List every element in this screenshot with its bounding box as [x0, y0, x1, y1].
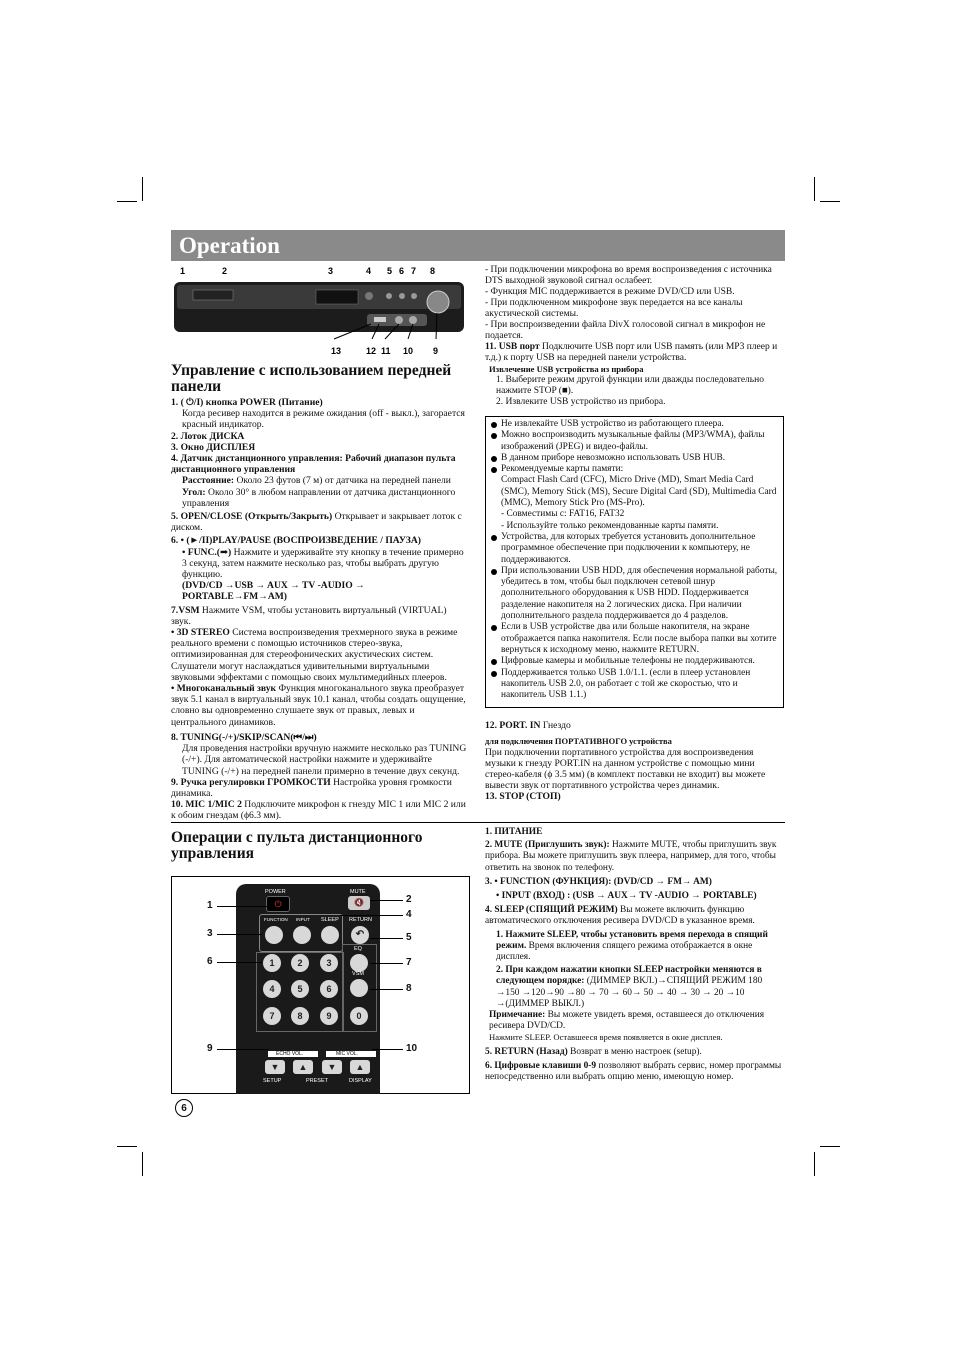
display-label: DISPLAY	[349, 1078, 372, 1084]
callout-line	[370, 938, 403, 939]
remote-callout-10: 10	[406, 1043, 418, 1054]
remote-callout-2: 2	[406, 894, 412, 905]
port-in-desc: При подключении портативного устройства для воспроизведения музыки к гнезду PORT.IN на данном устройстве с помощью мини стерео-кабеля (ϕ 3.5 мм) (в комплект поставки не входит) вы можете вывести звук от портативного устройства через динамик.	[485, 747, 766, 791]
digit-5-button[interactable]: 5	[291, 980, 309, 998]
callout-line	[370, 900, 403, 901]
crop-mark	[142, 177, 143, 201]
remote-item-mute: 2. MUTE (Приглушить звук):	[485, 840, 610, 851]
callout-line	[372, 1049, 403, 1050]
item-power: 1. ( ⏻/I) кнопка POWER (Питание)	[171, 397, 323, 408]
sleep-step-1-desc: Время включения спящего режима отображается в окне дисплея.	[496, 940, 753, 963]
remote-item-digits: 6. Цифровые клавиши 0-9	[485, 1060, 597, 1071]
preset-label: PRESET	[306, 1078, 329, 1084]
digit-9-button[interactable]: 9	[320, 1007, 338, 1025]
crop-mark	[820, 1146, 840, 1147]
digit-4-button[interactable]: 4	[263, 980, 281, 998]
item-stop: 13. STOP (СТОП)	[485, 791, 561, 802]
compatible-fs: - Совместимы с: FAT16, FAT32	[501, 509, 625, 520]
func-desc: Нажмите и удерживайте эту кнопку в течение примерно 3 секунд, затем нажмите несколько раз, чтобы выбрать другую функцию.	[182, 546, 464, 581]
3d-stereo-desc: Система воспроизведения трехмерного звука в режиме реального времени с помощью источников стерео-звука, оптимизированная для стереофонических акустических систем. Слушатели могут наслаждаться удивительными виртуальными звуковыми эффектами с помощью своих мультимедийных плееров.	[171, 627, 458, 683]
echo-up-button[interactable]: ▲	[293, 1060, 313, 1074]
echo-down-button[interactable]: ▼	[265, 1060, 285, 1074]
digit-7-button[interactable]: 7	[263, 1007, 281, 1025]
sleep-step-2: 2. При каждом нажатии кнопки SLEEP настройки меняются в следующем порядке:	[496, 965, 762, 987]
item-volume-desc: Настройка уровня громкости динамика.	[171, 776, 452, 799]
mute-label: MUTE	[350, 889, 366, 895]
callout-7: 7	[411, 266, 417, 276]
value-distance: Около 23 футов (7 м) от датчика на передней панели	[234, 475, 451, 487]
remote-callout-3: 3	[207, 928, 213, 939]
power-button[interactable]: ⏻	[266, 896, 290, 912]
vsm-button[interactable]	[350, 979, 368, 997]
remote-callout-4: 4	[406, 909, 412, 920]
note-text-2: Нажмите SLEEP. Оставшееся время появляется в окне дисплея.	[489, 1032, 723, 1043]
memory-card-list: Compact Flash Card (CFC), Micro Drive (MD), Smart Media Card (SMC), Memory Stick (MS), Secure Digital Card (SD), Multimedia Card (MMC), Memory Stick Pro (MS-Pro).	[501, 475, 777, 509]
crop-mark	[814, 1152, 815, 1176]
remote-callout-5: 5	[406, 932, 412, 943]
page-number: 6	[175, 1099, 193, 1117]
item-disc-tray: 2. Лоток ДИСКА	[171, 430, 245, 442]
recommended-note: - Используйте только рекомендованные карты памяти.	[501, 520, 719, 531]
crop-mark	[814, 177, 815, 201]
remote-callout-7: 7	[406, 957, 412, 968]
digit-1-button[interactable]: 1	[263, 954, 281, 972]
sleep-step-1: 1. Нажмите SLEEP, чтобы установить время перехода в спящий режим.	[496, 929, 768, 951]
usb-step-1: 1. Выберите режим другой функции или дважды последовательно нажмите STOP (■).	[496, 375, 764, 396]
multichannel-desc: Функция многоканального звука преобразует звук 5.1 канал в виртуальный звук 10.1 канал, чтобы создать ощущение, словно вы одновременно слушаете звук от правых, левых и центрального динамиков.	[171, 683, 466, 728]
port-in-section	[485, 720, 785, 802]
remote-item-return-desc: Возврат в меню настроек (setup).	[567, 1046, 702, 1057]
callout-1: 1	[180, 266, 186, 276]
item-volume: 9. Ручка регулировки ГРОМКОСТИ	[171, 776, 331, 788]
function-button[interactable]	[265, 926, 283, 944]
digit-0-button[interactable]: 0	[350, 1007, 368, 1025]
remote-callout-6: 6	[207, 956, 213, 967]
callout-line	[340, 915, 403, 916]
callout-line	[217, 962, 262, 963]
item-usb-desc: Подключите USB порт или USB память (или MP3 плеер и т.д.) к порту USB на передней панели устройства.	[485, 342, 778, 363]
remote-heading: Операции с пульта дистанционного управления	[171, 829, 423, 862]
mic-note-1: - При подключении микрофона во время воспроизведения с источника DTS выходной звуковой сигнал ослабеет.	[485, 265, 772, 286]
item-remote-sensor: 4. Датчик дистанционного управления: Рабочий диапазон пульта дистанционного управления	[171, 453, 456, 476]
label-distance: Расстояние:	[182, 475, 235, 487]
section-header	[171, 230, 785, 261]
mute-button[interactable]: 🔇	[348, 896, 370, 910]
func-sequence: (DVD/CD →USB → AUX → TV -AUDIO → PORTABLE→FM→AM)	[182, 580, 365, 603]
item-play-pause: 6. • (►/II)PLAY/PAUSE (ВОСПРОИЗВЕДЕНИЕ / ПАУЗА)	[171, 535, 421, 547]
item-vsm-desc: Нажмите VSM, чтобы установить виртуальный (VIRTUAL) звук.	[171, 604, 447, 627]
usb-note: Рекомендуемые карты памяти:	[490, 464, 779, 475]
usb-note: Цифровые камеры и мобильные телефоны не поддерживаются.	[490, 656, 779, 667]
callout-5: 5	[387, 266, 393, 276]
callout-10: 10	[403, 346, 414, 356]
usb-note: Не извлекайте USB устройство из работающего плеера.	[490, 419, 779, 430]
power-label: POWER	[265, 889, 286, 895]
callout-line	[217, 1049, 269, 1050]
mic-note-4: - При воспроизведении файла DivX голосовой сигнал в микрофон не подается.	[485, 320, 766, 341]
remote-section	[171, 830, 467, 862]
return-button[interactable]: ↶	[351, 926, 369, 944]
item-vsm: 7.VSM	[171, 604, 200, 616]
mic-note-3: - При подключенном микрофоне звук передается на все каналы акустической системы.	[485, 298, 743, 319]
section-divider	[171, 822, 785, 823]
usb-notes-box	[485, 416, 784, 708]
note-label: Примечание:	[489, 1010, 546, 1021]
remote-item-sleep: 4. SLEEP (СПЯЩИЙ РЕЖИМ)	[485, 905, 618, 916]
usb-step-2: 2. Извлеките USB устройство из прибора.	[496, 397, 666, 407]
label-angle: Угол:	[182, 486, 206, 498]
remote-item-function: 3. • FUNCTION (ФУНКЦИЯ): (DVD/CD → FM→ AM)	[485, 876, 712, 887]
vsm-label: VSM	[352, 971, 364, 977]
front-panel-section	[171, 363, 467, 822]
page-title: Operation	[179, 233, 280, 258]
remote-item-return: 5. RETURN (Назад)	[485, 1046, 568, 1057]
item-power-desc: Когда ресивер находится в режиме ожидания (off - выкл.), загорается красный индикатор.	[182, 408, 465, 431]
eq-label: EQ	[354, 946, 362, 952]
usb-note: В данном приборе невозможно использовать USB HUB.	[490, 453, 779, 464]
callout-11: 11	[381, 346, 391, 356]
crop-mark	[820, 201, 840, 202]
remote-item-input: • INPUT (ВХОД) : (USB → AUX→ TV -AUDIO → PORTABLE)	[496, 891, 757, 902]
echo-vol-label: ECHO VOL.	[276, 1051, 304, 1057]
mic-down-button[interactable]: ▼	[322, 1060, 342, 1074]
callout-line	[370, 963, 403, 964]
label-func: • FUNC.(➡)	[182, 546, 232, 558]
item-port-in-suffix: Гнездо	[540, 720, 571, 731]
usb-section	[485, 265, 785, 408]
mic-vol-label: MIC VOL.	[336, 1051, 358, 1057]
remote-item-power: 1. ПИТАНИЕ	[485, 827, 543, 837]
usb-note: Устройства, для которых требуется установить дополнительное программное обеспечение при подключении к компьютеру, не поддерживаются.	[490, 532, 779, 566]
input-label: INPUT	[296, 917, 310, 922]
item-tuning: 8. TUNING(-/+)/SKIP/SCAN(⏮/⏭)	[171, 731, 317, 743]
item-open-close: 5. OPEN/CLOSE (Открыть/Закрыть)	[171, 511, 333, 523]
callout-4: 4	[366, 266, 372, 276]
front-panel-heading: Управление с использованием передней панели	[171, 362, 452, 395]
item-display-window: 3. Окно ДИСПЛЕЯ	[171, 441, 256, 453]
callout-line	[217, 906, 267, 907]
callout-line	[217, 934, 262, 935]
function-label: FUNCTION	[264, 917, 288, 922]
item-usb-port: 11. USB порт	[485, 342, 540, 352]
remote-functions-list	[485, 827, 785, 1083]
item-open-close-desc: Открывает и закрывает лоток с диском.	[171, 511, 462, 534]
remote-callout-1: 1	[207, 900, 213, 911]
usb-note: При использовании USB HDD, для обеспечения нормальной работы, убедитесь в том, чтобы был подключен сетевой шнур дополнительного оборудования к USB HDD. Поддерживается разделение накопителя на 2 логических диска. При наличии дополнительного раздела поддерживается до 4 разделов.	[490, 566, 779, 622]
callout-2: 2	[222, 266, 228, 276]
value-angle: Около 30° в любом направлении от датчика дистанционного управления	[182, 486, 456, 509]
item-tuning-desc: Для проведения настройки вручную нажмите несколько раз TUNING (-/+). Для автоматической настройки нажмите и удерживайте TUNING (-/+) на передней панели примерно в течение двух секунд.	[182, 743, 467, 777]
digit-2-button[interactable]: 2	[291, 954, 309, 972]
sleep-step-2-desc: (ДИММЕР ВКЛ.)→СПЯЩИЙ РЕЖИМ 180 →150 →120→90 →80 → 70 → 60→ 50 → 40 → 30 → 20 →10 →(ДИММЕР ВЫКЛ.)	[496, 976, 763, 1009]
callout-line	[370, 989, 403, 990]
mic-up-button[interactable]: ▲	[350, 1060, 370, 1074]
mic-note-2: - Функция MIC поддерживается в режиме DVD/CD или USB.	[485, 287, 735, 297]
usb-note: Если в USB устройстве два или больше накопителя, на экране отображается папка накопителя. Если после выбора папки вы хотите вернуться к исходному меню, нажмите RETURN.	[490, 622, 779, 656]
digit-8-button[interactable]: 8	[291, 1007, 309, 1025]
sleep-label: SLEEP	[321, 917, 339, 923]
callout-3: 3	[328, 266, 334, 276]
port-in-subheading: для подключения ПОРТАТИВНОГО устройства	[485, 736, 672, 746]
input-button[interactable]	[293, 926, 311, 944]
usb-removal-heading: Извлечение USB устройства из прибора	[489, 364, 644, 374]
crop-mark	[117, 1146, 137, 1147]
crop-mark	[117, 201, 137, 202]
remote-item-sleep-desc: Вы можете включить функцию автоматического отключения ресивера DVD/CD в указанное время.	[485, 905, 755, 927]
callout-13: 13	[331, 346, 342, 356]
callout-12: 12	[366, 346, 377, 356]
remote-item-mute-desc: Нажмите MUTE, чтобы приглушить звук прибора. Вы можете приглушить звук плеера, например, для того, чтобы ответить на звонок по телефону.	[485, 840, 777, 873]
callout-9: 9	[433, 346, 439, 356]
remote-item-digits-desc: позволяют выбрать сервис, номер программы непосредственно или выбрать опцию меню, имеющую номер.	[485, 1060, 782, 1083]
usb-note: Можно воспроизводить музыкальные файлы (MP3/WMA), файлы изображений (JPEG) и видео-файлы.	[490, 430, 779, 453]
label-multichannel: • Многоканальный звук	[171, 683, 277, 695]
digit-3-button[interactable]: 3	[320, 954, 338, 972]
eq-button[interactable]	[350, 954, 368, 972]
usb-note: Поддерживается только USB 1.0/1.1. (если в плеер установлен накопитель USB 2.0, он работает с той же скоростью, что и накопитель USB 1.1.)	[490, 668, 779, 702]
sleep-button[interactable]	[321, 926, 339, 944]
crop-mark	[142, 1152, 143, 1176]
remote-callout-9: 9	[207, 1043, 213, 1054]
callout-8: 8	[430, 266, 436, 276]
remote-callout-8: 8	[406, 983, 412, 994]
return-label: RETURN	[349, 917, 372, 923]
item-mic: 10. MIC 1/MIC 2	[171, 799, 242, 811]
setup-label: SETUP	[263, 1078, 282, 1084]
item-port-in: 12. PORT. IN	[485, 720, 541, 731]
item-mic-desc: Подключите микрофон к гнезду MIC 1 или MIC 2 или к обоим гнездам (ϕ6.3 мм).	[171, 799, 466, 822]
callout-6: 6	[399, 266, 405, 276]
front-panel-illustration	[171, 262, 471, 358]
label-3d-stereo: • 3D STEREO	[171, 627, 230, 639]
note-text: Вы можете увидеть время, оставшееся до отключения ресивера DVD/CD.	[489, 1010, 765, 1032]
digit-6-button[interactable]: 6	[320, 980, 338, 998]
